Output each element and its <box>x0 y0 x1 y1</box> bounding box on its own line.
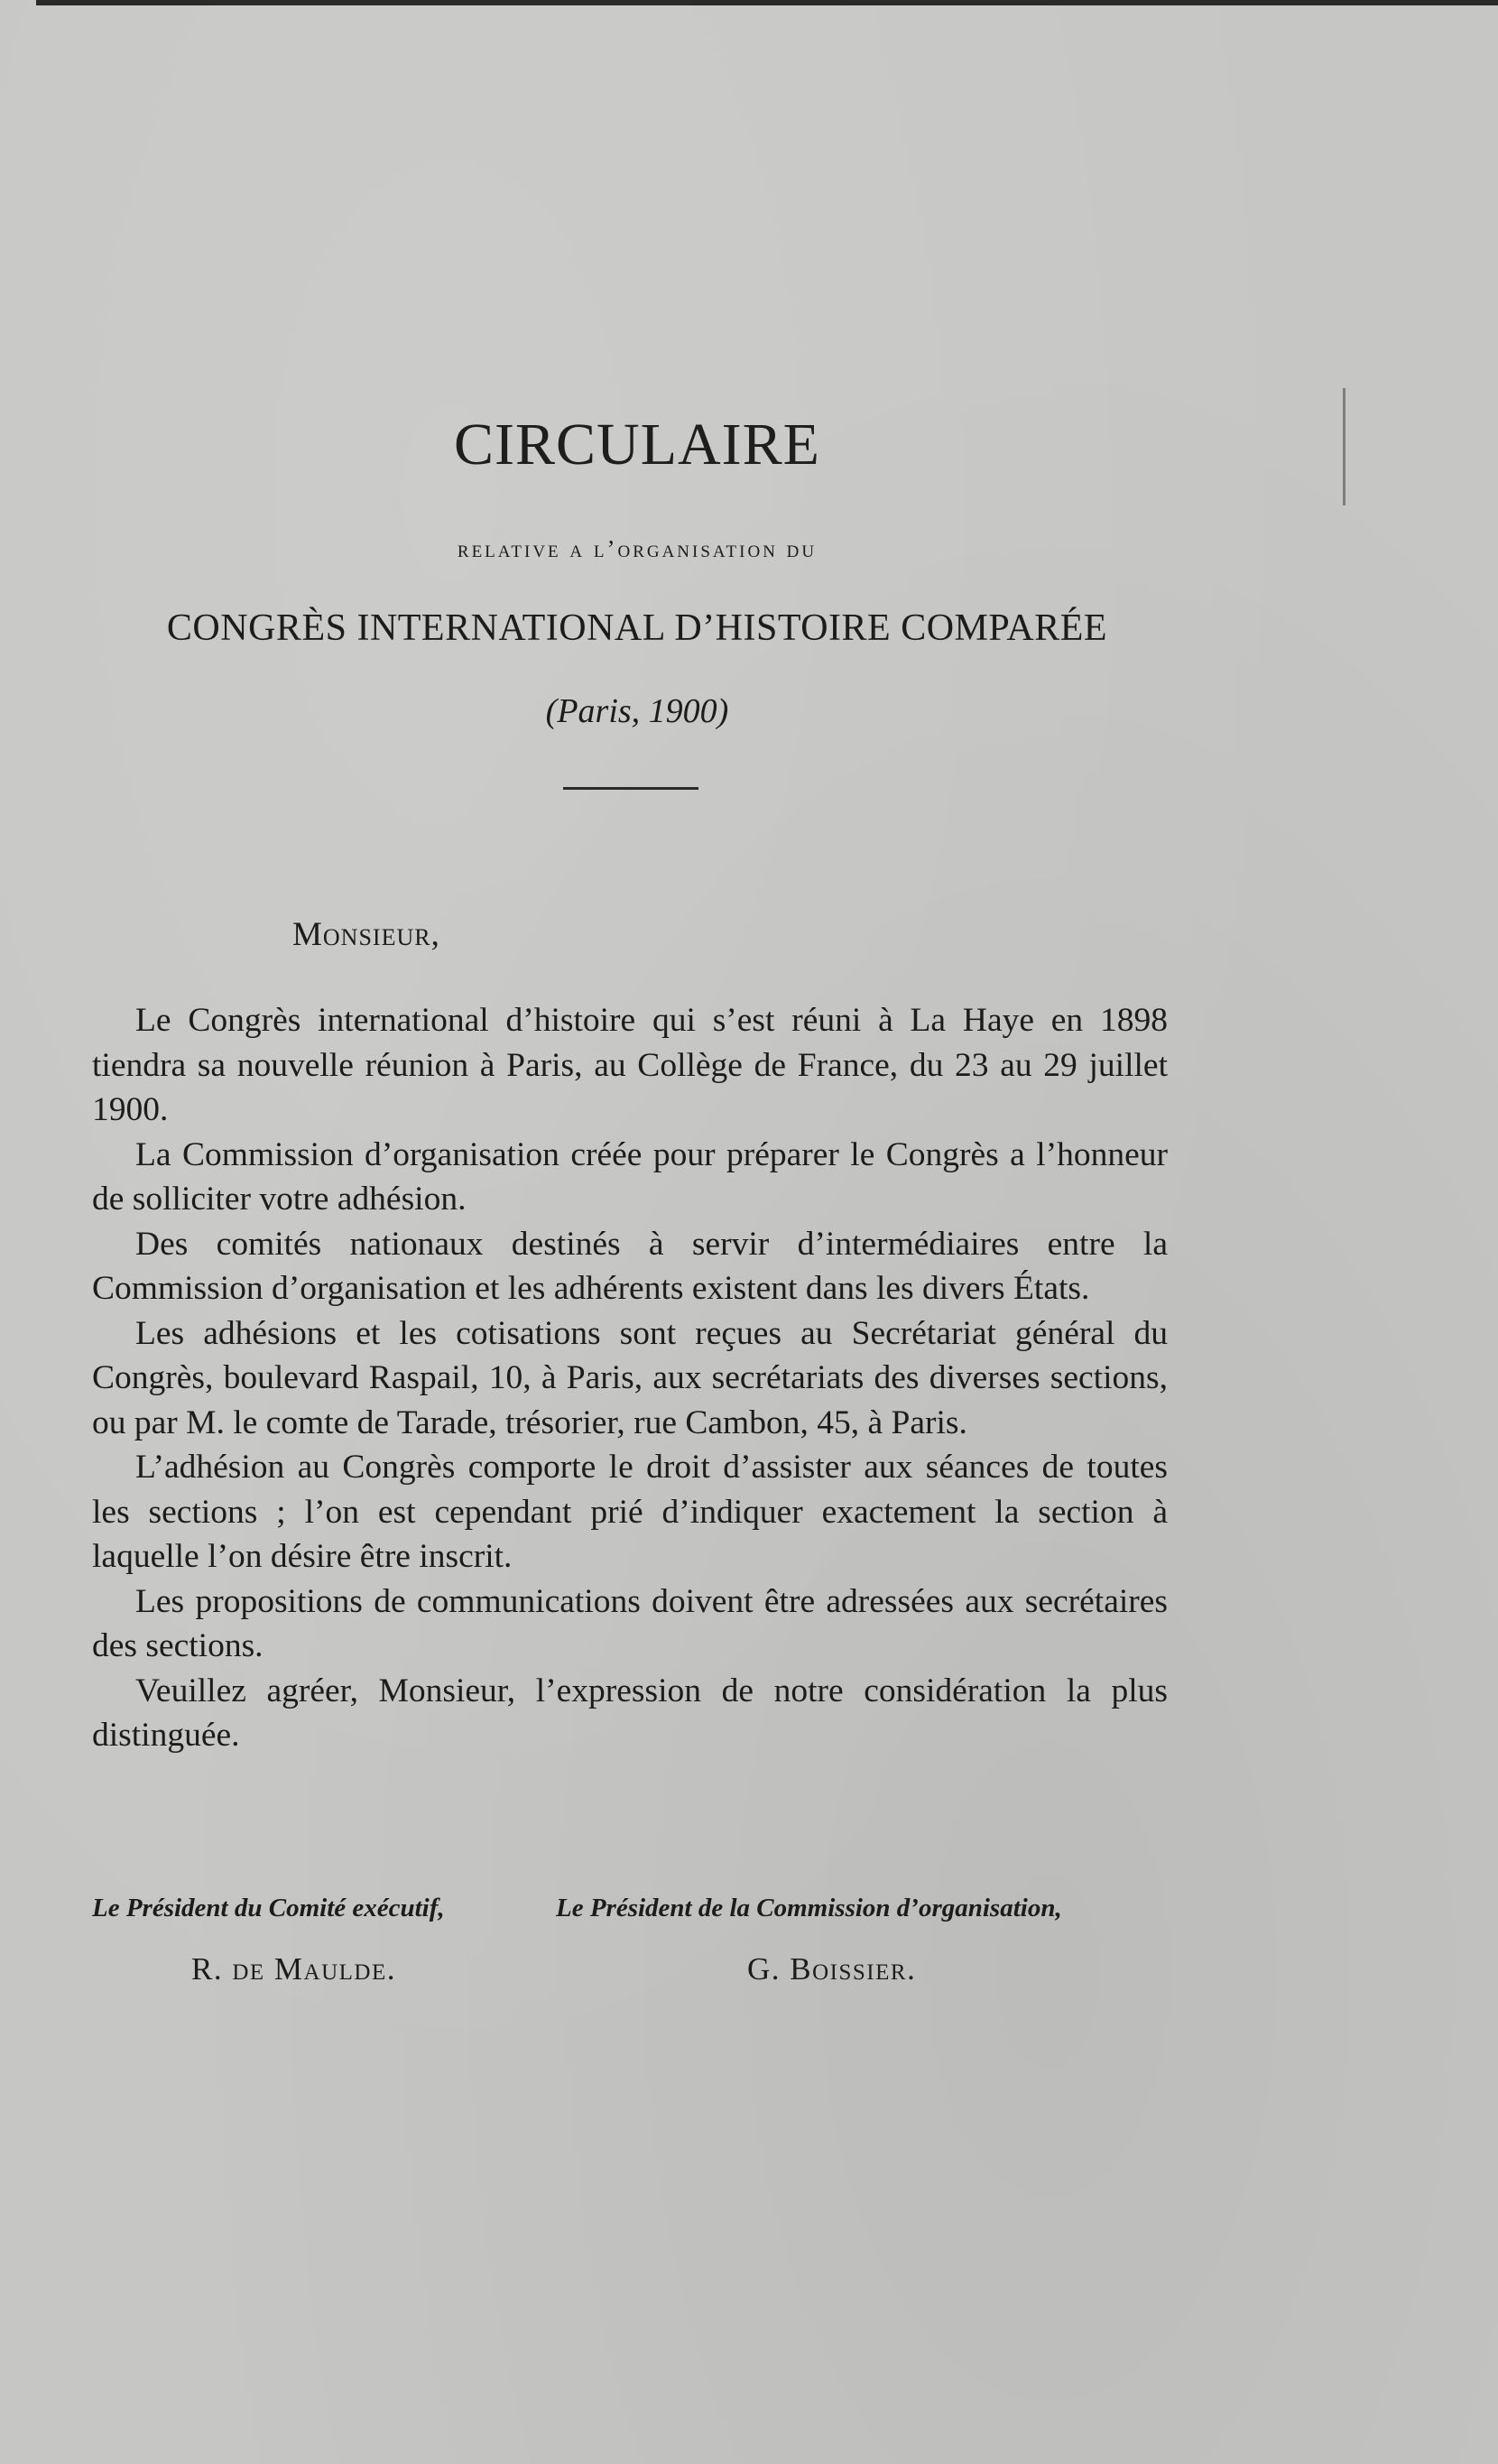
paragraph: Le Congrès international d’histoire qui s’est réuni à La Haye en 1898 tiendra sa nouvelle réunion à Paris, au Collège de France, du 23 au 29 juillet 1900. <box>92 1002 1168 1128</box>
separator-rule <box>563 787 698 790</box>
paragraph: La Commission d’organisation créée pour préparer le Congrès a l’honneur de solliciter votre adhésion. <box>92 1135 1168 1218</box>
signature-name-executive: R. de Maulde. <box>191 1951 396 1987</box>
letter-body <box>92 998 1168 1758</box>
signature-title-executive: Le Président du Comité exécutif, <box>92 1894 445 1922</box>
signature-title-organisation: Le Président de la Commission d’organisation, <box>556 1894 1062 1922</box>
paragraph: Les propositions de communications doivent être adressées aux secrétaires des sections. <box>92 1582 1168 1664</box>
congress-name: CONGRÈS INTERNATIONAL D’HISTOIRE COMPARÉE <box>166 607 1108 649</box>
top-border-rule <box>36 0 1498 5</box>
margin-mark <box>1343 388 1345 505</box>
salutation: Monsieur, <box>292 916 440 953</box>
place-date: (Paris, 1900) <box>545 692 729 730</box>
paragraph: Les adhésions et les cotisations sont reçues au Secrétariat général du Congrès, boulevard Raspail, 10, à Paris, aux secrétariats des diverses sections, ou par M. le comte de Tarade, trésorier, rue Cambon, 45, à Paris. <box>92 1314 1168 1441</box>
paragraph: L’adhésion au Congrès comporte le droit d’assister aux séances de toutes les sections ; l’on est cependant prié d’indiquer exactement la section à laquelle l’on désire être inscrit. <box>92 1449 1168 1575</box>
document-title: CIRCULAIRE <box>454 412 820 477</box>
paragraph: Veuillez agréer, Monsieur, l’expression de notre considération la plus distinguée. <box>92 1672 1168 1754</box>
signature-name-organisation: G. Boissier. <box>747 1951 917 1987</box>
paragraph: Des comités nationaux destinés à servir d’intermédiaires entre la Commission d’organisation et les adhérents existent dans les divers États. <box>92 1225 1168 1307</box>
subtitle-relative: relative a l’organisation du <box>457 535 818 562</box>
